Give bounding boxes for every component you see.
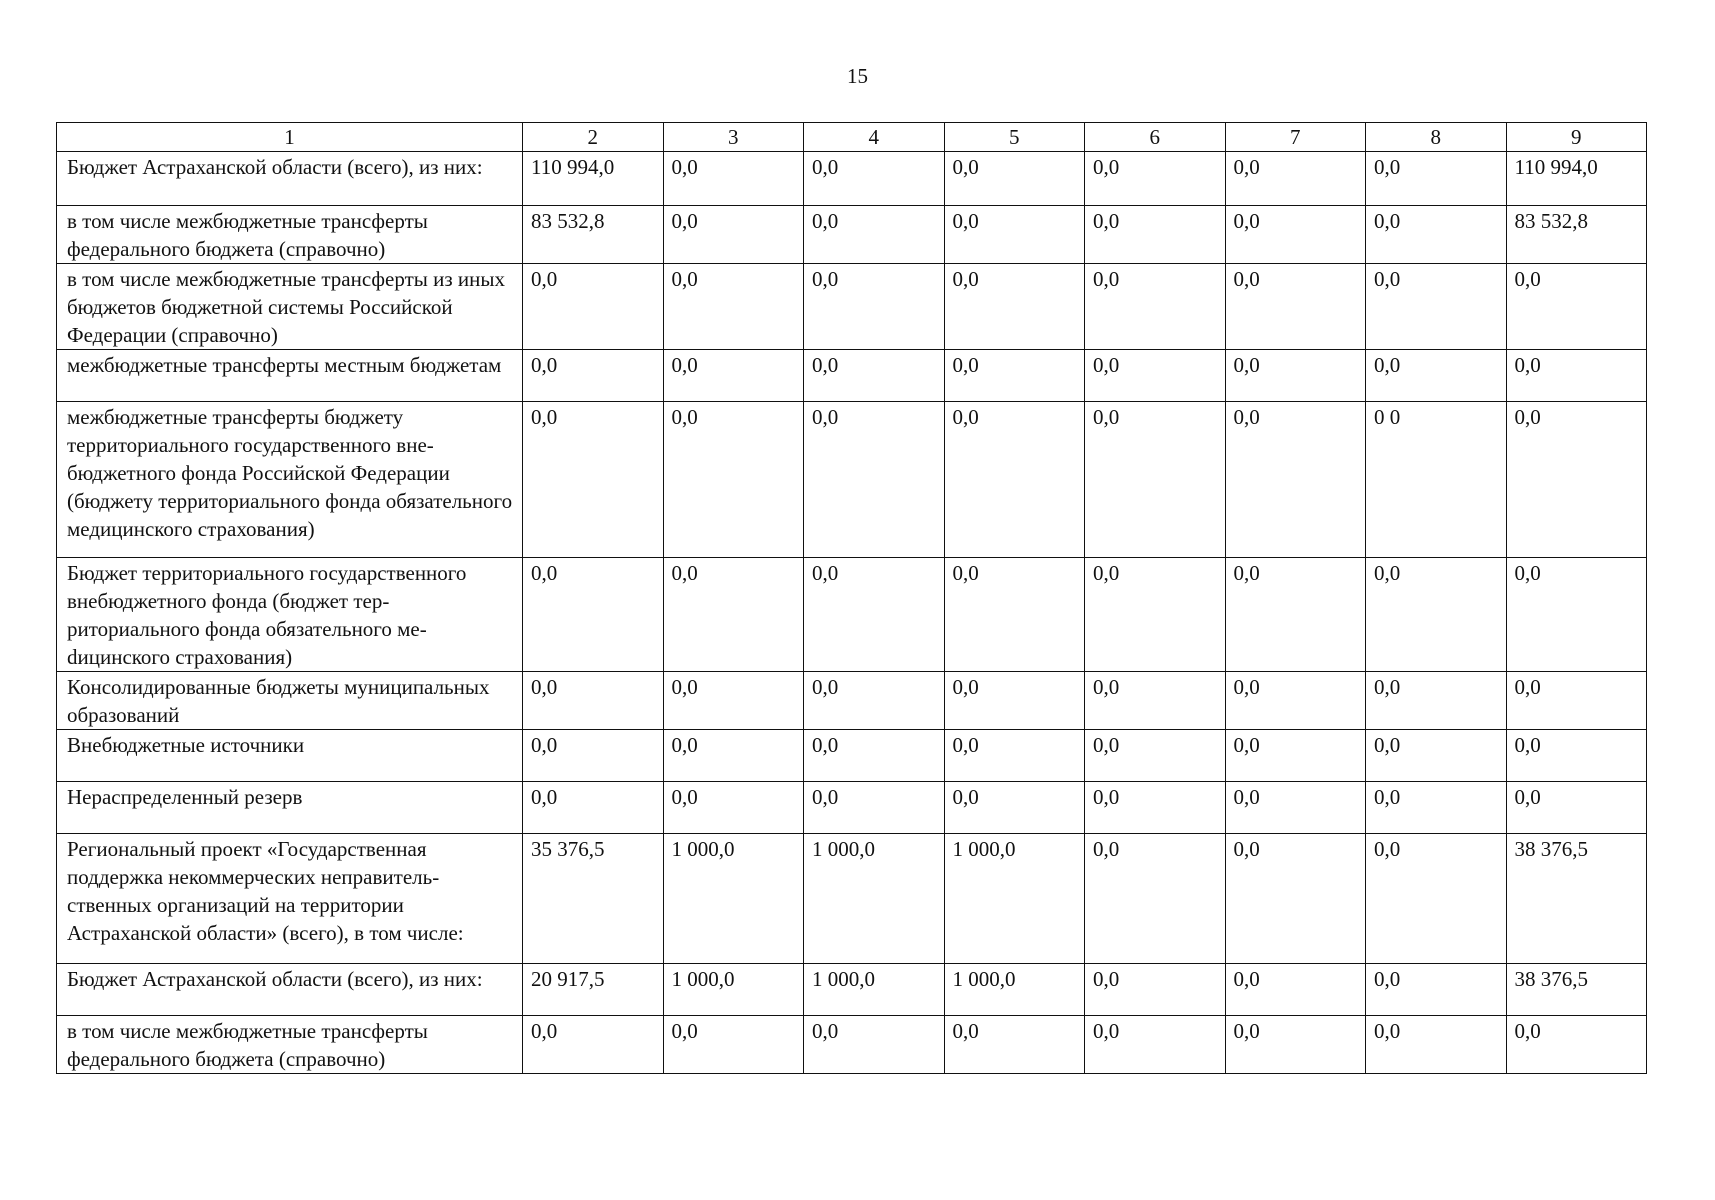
value-cell: 0,0 bbox=[1506, 1016, 1647, 1074]
value-cell: 1 000,0 bbox=[944, 964, 1085, 1016]
value-cell: 0,0 bbox=[1085, 152, 1226, 206]
column-header: 9 bbox=[1506, 123, 1647, 152]
value-cell: 0,0 bbox=[804, 672, 945, 730]
row-label: Бюджет Астраханской области (всего), из них: bbox=[57, 152, 523, 206]
table-row bbox=[57, 558, 1647, 672]
value-cell: 0,0 bbox=[804, 206, 945, 264]
value-cell: 1 000,0 bbox=[663, 964, 804, 1016]
table-row bbox=[57, 964, 1647, 1016]
value-cell: 0,0 bbox=[944, 206, 1085, 264]
value-cell: 0,0 bbox=[1225, 964, 1366, 1016]
page-number: 15 bbox=[847, 64, 868, 88]
value-cell: 0,0 bbox=[1506, 402, 1647, 558]
row-label: Нераспределенный резерв bbox=[57, 782, 523, 834]
table-row bbox=[57, 1016, 1647, 1074]
value-cell: 0,0 bbox=[1225, 152, 1366, 206]
value-cell: 0,0 bbox=[804, 1016, 945, 1074]
value-cell: 0,0 bbox=[1506, 264, 1647, 350]
value-cell: 1 000,0 bbox=[804, 964, 945, 1016]
value-cell: 0,0 bbox=[1085, 264, 1226, 350]
value-cell: 0,0 bbox=[523, 672, 664, 730]
value-cell: 0,0 bbox=[1225, 730, 1366, 782]
row-label: Бюджет Астраханской области (всего), из них: bbox=[57, 964, 523, 1016]
table-row bbox=[57, 782, 1647, 834]
row-label: Региональный проект «Государственная поддержка некоммерческих неправительственных организаций на территории Астраханской области» (всего), в том числе: bbox=[57, 834, 523, 964]
value-cell: 38 376,5 bbox=[1506, 964, 1647, 1016]
table-row bbox=[57, 152, 1647, 206]
column-header: 3 bbox=[663, 123, 804, 152]
value-cell: 0,0 bbox=[1366, 782, 1507, 834]
column-header: 4 bbox=[804, 123, 945, 152]
value-cell: 0,0 bbox=[804, 782, 945, 834]
value-cell: 0,0 bbox=[804, 558, 945, 672]
value-cell: 0,0 bbox=[944, 672, 1085, 730]
table-row bbox=[57, 264, 1647, 350]
value-cell: 0,0 bbox=[1366, 350, 1507, 402]
value-cell: 0,0 bbox=[944, 782, 1085, 834]
value-cell: 0,0 bbox=[663, 558, 804, 672]
value-cell: 0,0 bbox=[1366, 834, 1507, 964]
value-cell: 0,0 bbox=[663, 672, 804, 730]
value-cell: 0,0 bbox=[804, 402, 945, 558]
value-cell: 0,0 bbox=[1225, 402, 1366, 558]
row-label: межбюджетные трансферты бюджету территориального государственного внебюджетного фонда Российской Федерации (бюджету территориального фонда обязательного медицинского страхования) bbox=[57, 402, 523, 558]
value-cell: 0,0 bbox=[1225, 264, 1366, 350]
value-cell: 0,0 bbox=[523, 558, 664, 672]
table-row bbox=[57, 206, 1647, 264]
value-cell: 0,0 bbox=[804, 264, 945, 350]
value-cell: 0,0 bbox=[1085, 964, 1226, 1016]
value-cell: 0,0 bbox=[1085, 834, 1226, 964]
value-cell: 0,0 bbox=[523, 264, 664, 350]
table-body bbox=[57, 152, 1647, 1074]
value-cell: 0,0 bbox=[944, 730, 1085, 782]
value-cell: 0,0 bbox=[944, 558, 1085, 672]
value-cell: 0,0 bbox=[1085, 402, 1226, 558]
value-cell: 0,0 bbox=[1085, 350, 1226, 402]
value-cell: 0,0 bbox=[1366, 264, 1507, 350]
row-label: в том числе межбюджетные трансферты федерального бюджета (справочно) bbox=[57, 1016, 523, 1074]
value-cell: 0,0 bbox=[1366, 152, 1507, 206]
value-cell: 0,0 bbox=[663, 206, 804, 264]
value-cell: 1 000,0 bbox=[663, 834, 804, 964]
value-cell: 0,0 bbox=[523, 350, 664, 402]
value-cell: 0,0 bbox=[1366, 730, 1507, 782]
value-cell: 0,0 bbox=[1085, 206, 1226, 264]
value-cell: 0,0 bbox=[1366, 964, 1507, 1016]
value-cell: 0,0 bbox=[944, 402, 1085, 558]
value-cell: 0,0 bbox=[523, 402, 664, 558]
table-row bbox=[57, 402, 1647, 558]
value-cell: 0,0 bbox=[1366, 1016, 1507, 1074]
value-cell: 83 532,8 bbox=[523, 206, 664, 264]
value-cell: 0,0 bbox=[523, 1016, 664, 1074]
value-cell: 1 000,0 bbox=[944, 834, 1085, 964]
budget-table bbox=[56, 122, 1647, 1074]
column-header: 1 bbox=[57, 123, 523, 152]
value-cell: 0,0 bbox=[1225, 1016, 1366, 1074]
value-cell: 0,0 bbox=[1366, 672, 1507, 730]
table-row bbox=[57, 672, 1647, 730]
value-cell: 0,0 bbox=[1506, 730, 1647, 782]
value-cell: 0,0 bbox=[804, 152, 945, 206]
value-cell: 0,0 bbox=[663, 782, 804, 834]
value-cell: 0,0 bbox=[1225, 782, 1366, 834]
value-cell: 0,0 bbox=[1225, 672, 1366, 730]
column-header: 8 bbox=[1366, 123, 1507, 152]
value-cell: 0,0 bbox=[1085, 1016, 1226, 1074]
value-cell: 110 994,0 bbox=[523, 152, 664, 206]
value-cell: 0,0 bbox=[1506, 782, 1647, 834]
row-label: в том числе межбюджетные трансферты из иных бюджетов бюджетной системы Российской Федерации (справочно) bbox=[57, 264, 523, 350]
row-label: Внебюджетные источники bbox=[57, 730, 523, 782]
value-cell: 0,0 bbox=[944, 264, 1085, 350]
value-cell: 0,0 bbox=[663, 152, 804, 206]
value-cell: 0,0 bbox=[944, 350, 1085, 402]
column-header: 7 bbox=[1225, 123, 1366, 152]
value-cell: 0,0 bbox=[1506, 558, 1647, 672]
header-row bbox=[57, 123, 1647, 152]
value-cell: 83 532,8 bbox=[1506, 206, 1647, 264]
column-header: 5 bbox=[944, 123, 1085, 152]
value-cell: 0,0 bbox=[944, 1016, 1085, 1074]
value-cell: 0,0 bbox=[804, 350, 945, 402]
value-cell: 0,0 bbox=[1506, 350, 1647, 402]
table-row bbox=[57, 350, 1647, 402]
value-cell: 0,0 bbox=[804, 730, 945, 782]
value-cell: 0,0 bbox=[1085, 558, 1226, 672]
value-cell: 0,0 bbox=[1085, 730, 1226, 782]
value-cell: 0,0 bbox=[663, 402, 804, 558]
column-header: 6 bbox=[1085, 123, 1226, 152]
value-cell: 0 0 bbox=[1366, 402, 1507, 558]
value-cell: 0,0 bbox=[1366, 558, 1507, 672]
value-cell: 38 376,5 bbox=[1506, 834, 1647, 964]
column-header: 2 bbox=[523, 123, 664, 152]
value-cell: 0,0 bbox=[1366, 206, 1507, 264]
table-row bbox=[57, 730, 1647, 782]
value-cell: 35 376,5 bbox=[523, 834, 664, 964]
value-cell: 0,0 bbox=[1225, 350, 1366, 402]
value-cell: 110 994,0 bbox=[1506, 152, 1647, 206]
value-cell: 0,0 bbox=[663, 264, 804, 350]
value-cell: 0,0 bbox=[663, 730, 804, 782]
value-cell: 0,0 bbox=[1225, 558, 1366, 672]
value-cell: 0,0 bbox=[1225, 206, 1366, 264]
value-cell: 0,0 bbox=[663, 1016, 804, 1074]
value-cell: 0,0 bbox=[523, 730, 664, 782]
value-cell: 0,0 bbox=[1506, 672, 1647, 730]
table-row bbox=[57, 834, 1647, 964]
row-label: Бюджет территориального государственного внебюджетного фонда (бюджет территориального фонда обязательного меdицинского страхования) bbox=[57, 558, 523, 672]
value-cell: 0,0 bbox=[663, 350, 804, 402]
value-cell: 0,0 bbox=[1225, 834, 1366, 964]
row-label: Консолидированные бюджеты муниципальных образований bbox=[57, 672, 523, 730]
value-cell: 0,0 bbox=[523, 782, 664, 834]
row-label: межбюджетные трансферты местным бюджетам bbox=[57, 350, 523, 402]
row-label: в том числе межбюджетные трансферты федерального бюджета (справочно) bbox=[57, 206, 523, 264]
value-cell: 20 917,5 bbox=[523, 964, 664, 1016]
value-cell: 0,0 bbox=[1085, 672, 1226, 730]
value-cell: 1 000,0 bbox=[804, 834, 945, 964]
value-cell: 0,0 bbox=[1085, 782, 1226, 834]
value-cell: 0,0 bbox=[944, 152, 1085, 206]
